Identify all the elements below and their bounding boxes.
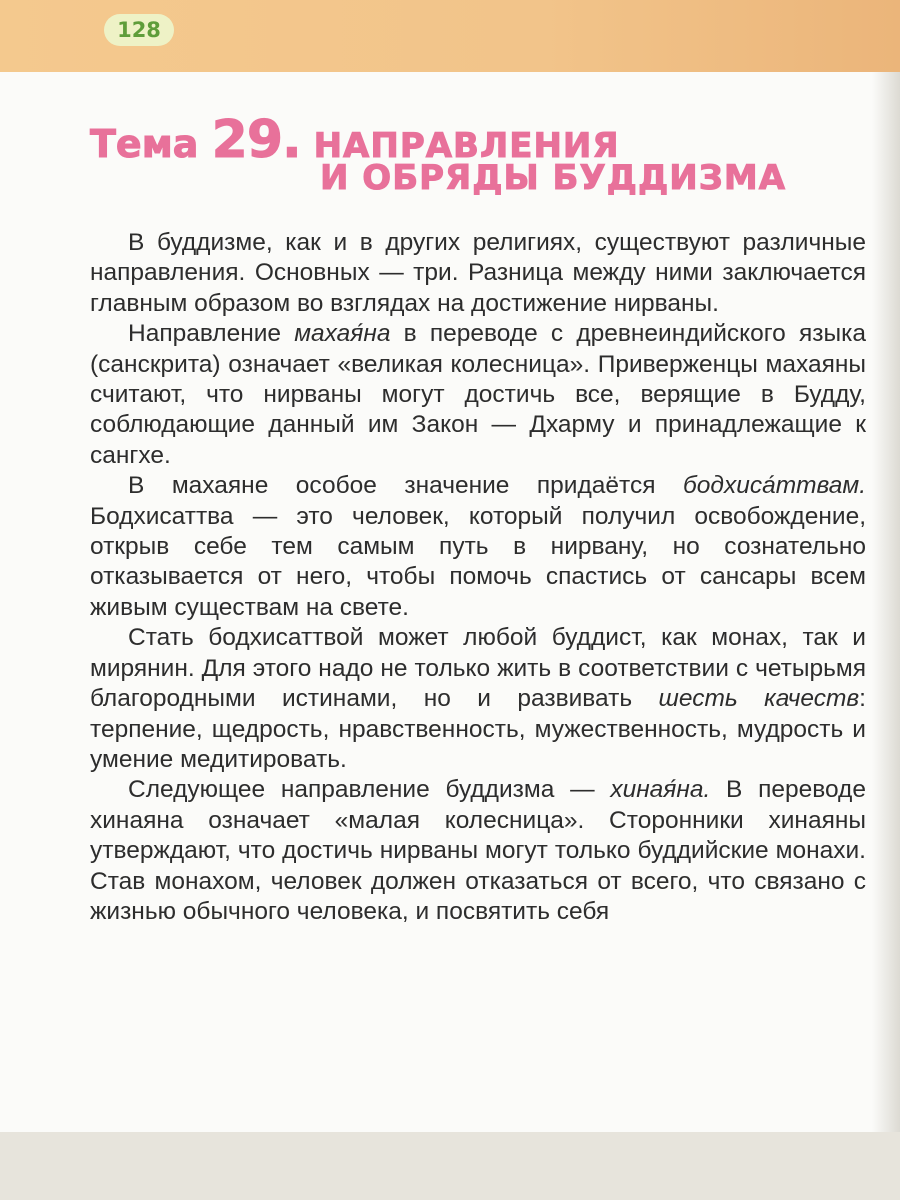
paragraph-4-text-after: : терпение, щедрость, нравственность, мужественность, мудрость и умение медитировать. — [90, 685, 866, 773]
lesson-number: 29. — [211, 110, 301, 170]
paragraph-2-text-after: в переводе с древнеиндийского языка (санскрита) означает «великая колесница». Приверженцы махаяны считают, что нирваны могут достичь все, верящие в Будду, соблюдающие данный им Закон — Дхарму и принадлежащие к сангхе. — [90, 320, 866, 469]
paragraph-3-text-before: В махаяне особое значение придаётся — [128, 472, 683, 500]
paragraph-4 — [90, 623, 866, 775]
bottom-band — [0, 1132, 900, 1200]
paragraph-1: В буддизме, как и в других религиях, существуют различные направления. Основных — три. Разница между ними заключается главным образом во взглядах на достижение нирваны. — [90, 229, 866, 317]
paragraph-2-text-before: Направление — [128, 320, 295, 348]
paragraph-2 — [90, 319, 866, 471]
paragraph-3 — [90, 471, 866, 623]
lesson-title-line2: И ОБРЯДЫ БУДДИЗМА — [320, 158, 787, 198]
paragraph-5 — [90, 775, 866, 927]
term-mahayana: махая́на — [294, 320, 391, 348]
lesson-title-text: НАПРАВЛЕНИЯ — [300, 126, 620, 166]
paragraph-3-text-after: Бодхисаттва — это человек, который получил освобождение, открыв себе тем самым путь в нирвану, но сознательно отказывается от него, чтобы помочь спастись от сансары всем живым существам на свете. — [90, 502, 866, 621]
paragraph-4-text-before: Стать бодхисаттвой может любой буддист, как монах, так и мирянин. Для этого надо не только жить в соответствии с четырьмя благородными истинами, но и развивать — [90, 624, 866, 713]
page-edge-shadow — [872, 72, 900, 1132]
body-text — [90, 228, 866, 927]
term-hinayana: хиная́на. — [610, 776, 711, 804]
term-bodhisattvas: бодхиса́ттвам. — [683, 472, 866, 500]
paragraph-5-text-after: В переводе хинаяна означает «малая колесница». Сторонники хинаяны утверждают, что достичь нирваны могут только буддийские монахи. Став монахом, человек должен отказаться от всего, что связано с жизнью обычного человека, и посвятить себя — [90, 776, 866, 925]
term-six-qualities: шесть качеств — [658, 685, 860, 713]
paragraph-5-text-before: Следующее направление буддизма — — [128, 776, 611, 804]
lesson-title-prefix: Тема — [90, 122, 212, 166]
page-number: 128 — [104, 14, 174, 46]
